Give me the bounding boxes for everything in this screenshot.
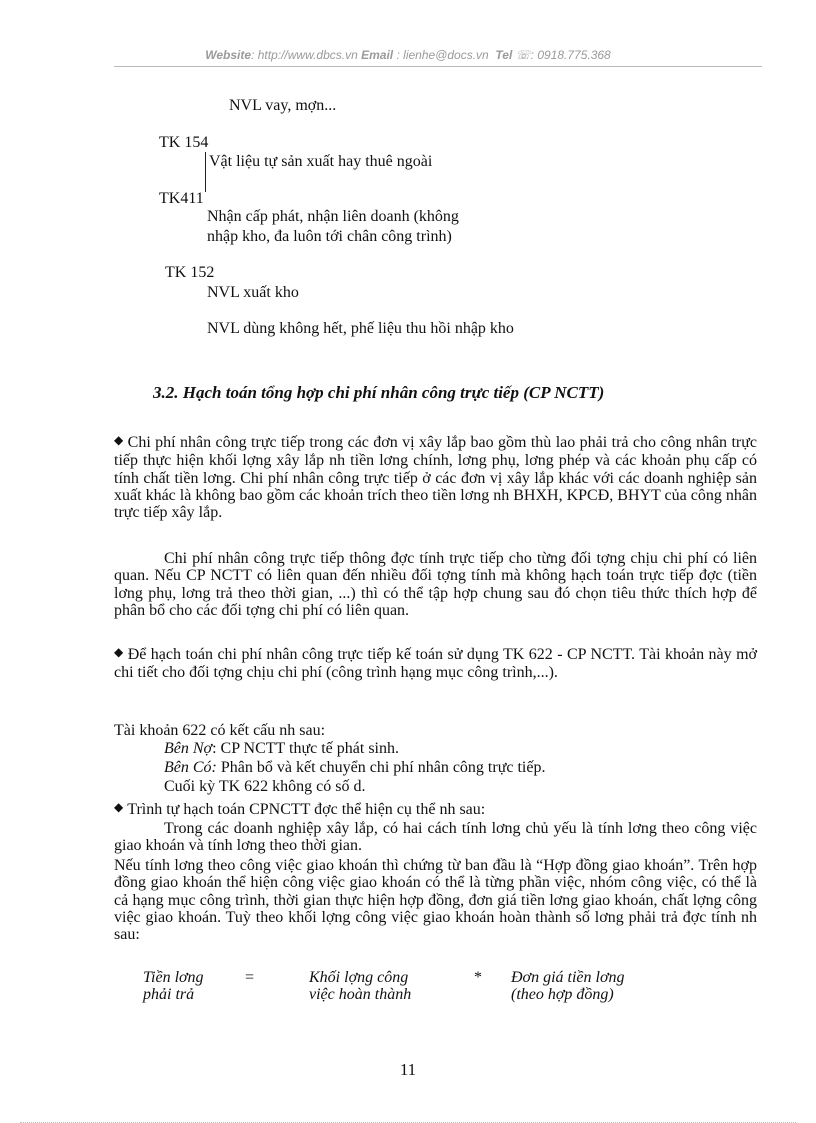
formula-rhs-line2: (theo hợp đồng): [511, 986, 614, 1003]
ben-no-text: : CP NCTT thực tế phát sinh.: [212, 740, 399, 757]
paragraph-2-text: Chi phí nhân công trực tiếp thông đợc tính trực tiếp cho từng đối tợng chịu chi phí có liên quan. Nếu CP NCTT có liên quan đến nhiều đối tợng tính mà không hạch toán trực tiếp đợc (tiền lơng phụ, lơng trả theo thời gian, ...) thì có thể tập hợp chung sau đó chọn tiêu thức thích hợp để phân bổ cho các đối tợng chi phí có liên quan.: [114, 550, 757, 619]
header-divider: [114, 66, 762, 67]
tk411-description-line2: nhập kho, đa luôn tới chân công trình): [207, 228, 452, 245]
email-label: Email: [361, 48, 394, 62]
ben-co-text: Phân bổ và kết chuyển chi phí nhân công trực tiếp.: [216, 759, 546, 776]
email-value[interactable]: : lienhe@docs.vn: [396, 48, 489, 62]
formula-lhs-line1: Tiền lơng: [143, 969, 204, 986]
ben-no-line: [164, 740, 399, 758]
page-header: [0, 48, 816, 62]
website-label: Website: [205, 48, 252, 62]
paragraph-1: [114, 434, 757, 521]
tk152-description: NVL xuất kho: [207, 284, 299, 301]
ben-no-label: Bên Nợ: [164, 740, 213, 757]
formula-equals: =: [245, 969, 255, 986]
paragraph-5-text: Trình tự hạch toán CPNCTT đợc thể hiện cụ thể nh sau:: [127, 801, 486, 818]
website-value[interactable]: : http://www.dbcs.vn: [251, 48, 358, 62]
formula-mid-line1: Khối lợng công: [309, 969, 409, 986]
tk411-label: TK411: [159, 190, 204, 207]
ben-co-line: [164, 759, 545, 777]
nvl-vay-text: NVL vay, mợn...: [229, 97, 337, 114]
paragraph-2: [114, 550, 757, 619]
formula-mid-line2: việc hoàn thành: [309, 986, 412, 1003]
phone-icon: ☏: [515, 48, 531, 62]
page-number: 11: [399, 1060, 417, 1079]
tk152-label: TK 152: [165, 264, 215, 281]
formula-rhs-line1: Đơn giá tiền lơng: [511, 969, 625, 986]
paragraph-6-text: Trong các doanh nghiệp xây lắp, có hai cách tính lơng chủ yếu là tính lơng theo công việc giao khoán và tính lơng theo thời gian.: [114, 820, 757, 855]
paragraph-1-text: Chi phí nhân công trực tiếp trong các đơn vị xây lắp bao gồm thù lao phải trả cho công nhân trực tiếp thực hiện khối lợng xây lắp nh tiền lơng chính, lơng phụ, lơng phép và các khoản phụ cấp có tính chất tiền lơng. Chi phí nhân công trực tiếp ở các đơn vị xây lắp khác với các doanh nghiệp sản xuất khác là không bao gồm các khoản trích theo tiền lơng nh BHXH, KPCĐ, BHYT của công nhân trực tiếp xây lắp.: [114, 434, 757, 522]
section-heading: 3.2. Hạch toán tổng hợp chi phí nhân công trực tiếp (CP NCTT): [153, 383, 605, 402]
diamond-bullet-icon: ◆: [114, 645, 124, 659]
account-structure-intro: Tài khoản 622 có kết cấu nh sau:: [114, 722, 326, 739]
ben-co-label: Bên Có:: [164, 759, 217, 776]
paragraph-5: [114, 801, 757, 819]
paragraph-3: [114, 646, 757, 682]
diamond-bullet-icon: ◆: [114, 433, 124, 447]
paragraph-7: Nếu tính lơng theo công việc giao khoán thì chứng từ ban đầu là “Hợp đồng giao khoán”. Trên hợp đồng giao khoán thể hiện công việc giao khoán có thể là từng phần việc, nhóm công việc, có thể là cả hạng mục công trình, thời gian thực hiện hợp đồng, đơn giá tiền lơng giao khoán, chất lợng công việc giao khoán. Tuỳ theo khối lợng công việc giao khoán hoàn thành số lơng phải trả đợc tính nh sau:: [114, 857, 757, 944]
formula-lhs-line2: phải trả: [143, 986, 195, 1003]
cuoi-ky-line: Cuối kỳ TK 622 không có số d.: [164, 778, 366, 795]
paragraph-3-text: Để hạch toán chi phí nhân công trực tiếp kế toán sử dụng TK 622 - CP NCTT. Tài khoản này mở chi tiết cho đối tợng chịu chi phí (công trình hạng mục công trình,...).: [114, 646, 757, 682]
tk154-label: TK 154: [159, 134, 209, 151]
tel-value: : 0918.775.368: [530, 48, 611, 62]
nvl-dung-text: NVL dùng không hết, phế liệu thu hồi nhập kho: [207, 320, 514, 337]
tel-label: Tel: [495, 48, 513, 62]
tk411-description-line1: Nhận cấp phát, nhận liên doanh (không: [207, 208, 459, 225]
formula-times: *: [474, 969, 482, 986]
paragraph-6: [114, 820, 757, 855]
account-divider-line: [205, 152, 206, 192]
tk154-description: Vật liệu tự sản xuất hay thuê ngoài: [209, 153, 433, 170]
diamond-bullet-icon: ◆: [114, 800, 124, 814]
